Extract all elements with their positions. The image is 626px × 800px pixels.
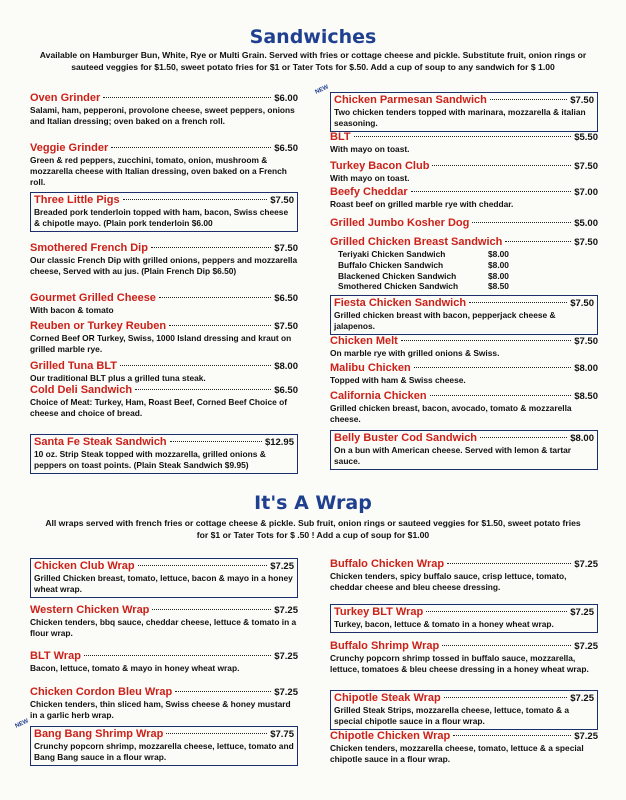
item-name-line [30,650,298,663]
dot-leader [401,340,571,341]
item-description: Grilled chicken breast, bacon, avocado, tomato & mozzarella cheese. [330,403,572,424]
item-price: $7.50 [574,237,598,248]
item-price: $7.25 [570,693,594,704]
item-name-line [30,92,298,105]
dot-leader [490,99,567,100]
dot-leader [444,697,567,698]
item-name-line [330,362,598,375]
menu-item-fiesta-chicken-sandwich [330,295,598,335]
item-name: Cold Deli Sandwich [30,384,133,396]
menu-item-western-chicken-wrap [30,604,298,639]
dot-leader [469,302,567,303]
variant-row [330,281,598,292]
new-badge: NEW [314,84,330,96]
item-description: On marble rye with grilled onions & Swiss. [330,348,500,358]
item-price: $7.25 [574,731,598,742]
item-description: With bacon & tomato [30,305,114,315]
menu-item-beefy-cheddar [330,186,598,210]
menu-item-smothered-french-dip [30,242,298,277]
menu-item-grilled-chicken-breast-sandwich [330,236,598,292]
item-name: Santa Fe Steak Sandwich [34,436,167,448]
item-name: California Chicken [330,390,427,402]
menu-item-blt [330,131,598,155]
item-description: With mayo on toast. [330,144,410,154]
item-name-line [30,384,298,397]
dot-leader [505,241,571,242]
item-name-line [330,558,598,571]
item-price: $7.50 [574,336,598,347]
item-description: With mayo on toast. [330,173,410,183]
item-description: Crunchy popcorn shrimp tossed in buffalo sauce, mozzarella, lettuce, tomatoes & bleu cheese dressing in a honey wheat wrap. [330,653,589,674]
item-name-line [330,390,598,403]
menu-item-turkey-bacon-club [330,160,598,184]
dot-leader [159,297,271,298]
dot-leader [354,136,572,137]
variant-name: Teriyaki Chicken Sandwich [338,249,446,259]
variant-row [330,271,598,282]
item-price: $8.00 [574,363,598,374]
variant-row [330,260,598,271]
item-description: Grilled Chicken breast, tomato, lettuce, bacon & mayo in a honey wheat wrap. [34,573,293,594]
item-name: Beefy Cheddar [330,186,408,198]
item-name-line [330,160,598,173]
item-price: $12.95 [264,437,294,448]
dot-leader [472,222,571,223]
item-name: Gourmet Grilled Cheese [30,292,156,304]
item-name: Grilled Chicken Breast Sandwich [330,236,503,248]
menu-item-chicken-parmesan-sandwich [314,84,598,132]
menu-item-veggie-grinder [30,142,298,187]
item-price: $7.25 [270,561,294,572]
item-price: $8.50 [574,391,598,402]
menu-item-chipotle-chicken-wrap [330,730,598,765]
dot-leader [447,563,571,564]
item-description: 10 oz. Strip Steak topped with mozzarella, grilled onions & peppers on toast points. (Plain Steak Sandwich $9.95) [34,449,266,470]
item-name: Chicken Parmesan Sandwich [334,94,487,106]
item-name: Grilled Jumbo Kosher Dog [330,217,470,229]
menu-item-grilled-jumbo-kosher-dog [330,217,598,230]
item-name: Smothered French Dip [30,242,148,254]
dot-leader [480,437,567,438]
item-description: On a bun with American cheese. Served with lemon & tartar sauce. [334,445,572,466]
wraps-title: It's A Wrap [254,492,372,514]
dot-leader [120,365,271,366]
item-description: Breaded pork tenderloin topped with ham, bacon, Swiss cheese & chipotle mayo. (Plain pork tenderloin $6.00 [34,207,289,228]
menu-item-california-chicken [330,390,598,425]
dot-leader [169,325,271,326]
menu-item-chicken-melt [330,335,598,359]
variant-name: Buffalo Chicken Sandwich [338,259,444,270]
item-price: $7.50 [570,95,594,106]
item-price: $7.25 [574,559,598,570]
item-price: $7.25 [274,651,298,662]
sandwiches-title: Sandwiches [249,26,377,48]
item-description: Bacon, lettuce, tomato & mayo in honey wheat wrap. [30,663,240,673]
item-name: Chicken Melt [330,335,398,347]
item-price: $5.00 [574,218,598,229]
variant-name: Smothered Chicken Sandwich [338,281,459,292]
new-badge: NEW [14,718,30,730]
item-name-line [30,292,298,305]
item-name-line [30,142,298,155]
item-name: Western Chicken Wrap [30,604,150,616]
item-name: Buffalo Chicken Wrap [330,558,445,570]
menu-item-santa-fe-steak-sandwich [30,434,298,474]
item-name-line [334,94,594,107]
item-description: Choice of Meat: Turkey, Ham, Roast Beef, Corned Beef Choice of cheese and choice of bread. [30,397,288,418]
item-name-line [34,436,294,449]
menu-item-three-little-pigs [30,192,298,232]
item-name: Chipotle Chicken Wrap [330,730,451,742]
menu-item-oven-grinder [30,92,298,127]
item-name-line [330,335,598,348]
dot-leader [166,733,267,734]
item-price: $7.50 [274,243,298,254]
item-description: Our traditional BLT plus a grilled tuna steak. [30,373,206,383]
item-name-line [34,560,294,573]
item-price: $7.25 [574,641,598,652]
menu-item-buffalo-chicken-wrap [330,558,598,593]
dot-leader [411,191,572,192]
dot-leader [414,367,572,368]
item-name: Turkey BLT Wrap [334,606,424,618]
item-price: $6.50 [274,143,298,154]
item-description: Chicken tenders, bbq sauce, cheddar cheese, lettuce & tomato in a flour wrap. [30,617,297,638]
item-name-line [34,194,294,207]
menu-item-belly-buster-cod-sandwich [330,430,598,470]
item-price: $6.00 [274,93,298,104]
item-name-line [30,242,298,255]
item-description: Crunchy popcorn shrimp, mozzarella cheese, lettuce, tomato and Bang Bang sauce in a flour wrap. [34,741,294,762]
item-description: Corned Beef OR Turkey, Swiss, 1000 Island dressing and kraut on grilled marble rye. [30,333,292,354]
item-price: $7.50 [574,161,598,172]
item-name-line [330,131,598,144]
item-price: $7.75 [270,729,294,740]
item-name: Chipotle Steak Wrap [334,692,441,704]
item-name-line [30,686,298,699]
item-description: Our classic French Dip with grilled onions, peppers and mozzarella cheese, Served with au jus. (Plain French Dip $6.50) [30,255,298,276]
dot-leader [151,247,271,248]
item-price: $7.50 [570,298,594,309]
item-description: Grilled Steak Strips, mozzarella cheese, lettuce, tomato & a special chipotle sauce in a flour wrap. [334,705,570,726]
variant-row [330,249,598,260]
item-name: BLT Wrap [30,650,81,662]
menu-item-gourmet-grilled-cheese [30,292,298,316]
item-name-line [30,360,298,373]
menu-item-malibu-chicken [330,362,598,386]
variant-price: $8.50 [488,281,509,292]
item-name: Bang Bang Shrimp Wrap [34,728,164,740]
dot-leader [135,389,271,390]
variant-price: $8.00 [488,270,509,281]
item-price: $7.00 [574,187,598,198]
dot-leader [138,565,268,566]
item-name: Belly Buster Cod Sandwich [334,432,478,444]
item-description: Turkey, bacon, lettuce & tomato in a honey wheat wrap. [334,619,554,629]
item-description: Grilled chicken breast with bacon, pepperjack cheese & jalapenos. [334,310,556,331]
menu-item-bang-bang-shrimp-wrap [14,718,298,766]
item-name: Fiesta Chicken Sandwich [334,297,467,309]
item-name: BLT [330,131,351,143]
dot-leader [103,97,271,98]
item-price: $7.50 [270,195,294,206]
menu-item-chicken-cordon-bleu-wrap [30,686,298,721]
dot-leader [442,645,571,646]
menu-item-chicken-club-wrap [30,558,298,598]
menu-item-blt-wrap [30,650,298,674]
sandwiches-intro: Available on Hamburger Bun, White, Rye or Multi Grain. Served with fries or cottage cheese and pickle. Substitute fruit, onion rings or sauteed veggies for $1.50, sweet potato fries for $1 or Tater Tots for $.50. Add a cup of soup to any sandwich for $ 1.00 [39,50,587,72]
item-description: Green & red peppers, zucchini, tomato, onion, mushroom & mozzarella cheese with Italian dressing, oven baked on a French roll. [30,155,287,187]
item-description: Chicken tenders, thin sliced ham, Swiss cheese & honey mustard in a garlic herb wrap. [30,699,291,720]
item-description: Chicken tenders, mozzarella cheese, tomato, lettuce & a special chipotle sauce in a flour wrap. [330,743,584,764]
item-price: $8.00 [570,433,594,444]
item-name: Veggie Grinder [30,142,109,154]
variant-price: $8.00 [488,259,509,270]
dot-leader [84,655,271,656]
item-name-line [334,297,594,310]
dot-leader [123,199,268,200]
item-name-line [330,236,598,249]
dot-leader [111,147,271,148]
item-price: $7.50 [274,321,298,332]
dot-leader [426,611,567,612]
item-name: Grilled Tuna BLT [30,360,117,372]
variant-name: Blackened Chicken Sandwich [338,270,457,281]
item-name: Three Little Pigs [34,194,120,206]
dot-leader [175,691,271,692]
item-price: $5.50 [574,132,598,143]
item-name: Turkey Bacon Club [330,160,430,172]
item-name: Chicken Cordon Bleu Wrap [30,686,173,698]
menu-item-buffalo-shrimp-wrap [330,640,598,675]
item-price: $6.50 [274,385,298,396]
dot-leader [152,609,271,610]
item-name-line [330,186,598,199]
item-name: Buffalo Shrimp Wrap [330,640,440,652]
item-price: $8.00 [274,361,298,372]
item-name: Oven Grinder [30,92,101,104]
item-name-line [330,640,598,653]
item-description: Two chicken tenders topped with marinara, mozzarella & italian seasoning. [334,107,586,128]
item-name-line [334,606,594,619]
item-price: $6.50 [274,293,298,304]
dot-leader [432,165,571,166]
item-description: Salami, ham, pepperoni, provolone cheese, sweet peppers, onions and Italian dressing; oven baked on a french roll. [30,105,295,126]
item-price: $7.25 [274,605,298,616]
item-name-line [334,432,594,445]
item-description: Chicken tenders, spicy buffalo sauce, crisp lettuce, tomato, cheddar cheese and bleu cheese dressing. [330,571,567,592]
item-name: Malibu Chicken [330,362,411,374]
menu-item-cold-deli-sandwich [30,384,298,419]
item-name-line [34,728,294,741]
item-price: $7.25 [570,607,594,618]
item-name-line [330,730,598,743]
item-name: Reuben or Turkey Reuben [30,320,167,332]
item-name-line [30,604,298,617]
item-name-line [334,692,594,705]
wraps-intro: All wraps served with french fries or cottage cheese & pickle. Sub fruit, onion rings or sauteed veggies for $1.50, sweet potato fries for $1 or Tater Tots for $ .50 ! Add a cup of soup for $1.00 [45,518,581,540]
item-name-line [30,320,298,333]
dot-leader [430,395,572,396]
dot-leader [453,735,571,736]
menu-item-reuben-or-turkey-reuben [30,320,298,355]
item-description: Topped with ham & Swiss cheese. [330,375,466,385]
dot-leader [170,441,262,442]
item-description: Roast beef on grilled marble rye with cheddar. [330,199,514,209]
item-name-line [330,217,598,230]
variant-price: $8.00 [488,249,509,259]
item-name: Chicken Club Wrap [34,560,135,572]
menu-item-grilled-tuna-blt [30,360,298,384]
item-price: $7.25 [274,687,298,698]
menu-item-chipotle-steak-wrap [330,690,598,730]
menu-item-turkey-blt-wrap [330,604,598,633]
